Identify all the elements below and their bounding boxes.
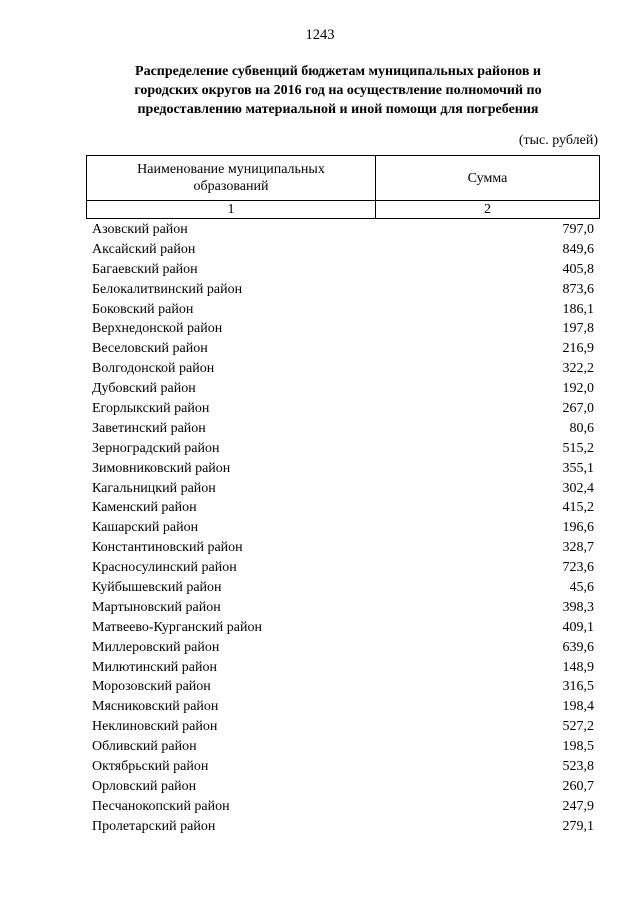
district-amount: 267,0 <box>562 401 594 417</box>
district-name: Красносулинский район <box>92 560 237 576</box>
table-row <box>86 459 600 479</box>
district-amount: 527,2 <box>562 719 594 735</box>
district-name: Мартыновский район <box>92 599 221 615</box>
table-row <box>86 419 600 439</box>
district-name: Верхнедонской район <box>92 321 223 337</box>
district-amount: 45,6 <box>569 580 594 596</box>
table-row <box>86 618 600 638</box>
district-name: Милютинский район <box>92 659 218 675</box>
district-name: Дубовский район <box>92 381 196 397</box>
page-number: 1243 <box>305 27 335 43</box>
district-name: Октябрьский район <box>92 759 209 775</box>
column-header-sum: Сумма <box>376 156 600 201</box>
document-title <box>84 62 592 119</box>
table-row <box>86 479 600 499</box>
district-amount: 523,8 <box>562 759 594 775</box>
district-name: Куйбышевский район <box>92 580 222 596</box>
district-amount: 148,9 <box>562 659 594 675</box>
table-row <box>86 240 600 260</box>
table-row <box>86 359 600 379</box>
district-amount: 316,5 <box>562 679 594 695</box>
title-line: предоставлению материальной и иной помощи для погребения <box>137 102 539 117</box>
district-amount: 328,7 <box>562 540 594 556</box>
table-row <box>86 757 600 777</box>
table-row <box>86 339 600 359</box>
district-amount: 198,5 <box>562 739 594 755</box>
table-row <box>86 797 600 817</box>
district-name: Мясниковский район <box>92 699 219 715</box>
table-row <box>86 439 600 459</box>
district-amount: 639,6 <box>562 639 594 655</box>
district-name: Багаевский район <box>92 261 198 277</box>
table-row <box>86 300 600 320</box>
title-line: Распределение субвенций бюджетам муниципальных районов и <box>135 64 541 79</box>
table-row <box>86 658 600 678</box>
district-amount: 196,6 <box>562 520 594 536</box>
district-name: Константиновский район <box>92 540 243 556</box>
district-amount: 216,9 <box>562 341 594 357</box>
table-row <box>86 379 600 399</box>
district-amount: 247,9 <box>562 798 594 814</box>
column-number-2: 2 <box>376 201 600 219</box>
district-amount: 355,1 <box>562 460 594 476</box>
district-name: Матвеево-Курганский район <box>92 619 262 635</box>
column-number-1: 1 <box>87 201 376 219</box>
units-note: (тыс. рублей) <box>518 133 598 148</box>
district-name: Орловский район <box>92 778 197 794</box>
district-amount: 515,2 <box>562 440 594 456</box>
table-row <box>86 558 600 578</box>
district-amount: 398,3 <box>562 599 594 615</box>
district-name: Песчанокопский район <box>92 798 230 814</box>
district-amount: 186,1 <box>562 301 594 317</box>
table-body <box>86 220 600 837</box>
title-line: городских округов на 2016 год на осуществление полномочий по <box>134 83 542 98</box>
district-amount: 302,4 <box>562 480 594 496</box>
district-name: Боковский район <box>92 301 194 317</box>
district-name: Азовский район <box>92 222 188 237</box>
table-row <box>86 319 600 339</box>
district-name: Аксайский район <box>92 241 196 257</box>
district-amount: 415,2 <box>562 500 594 516</box>
table-row <box>86 598 600 618</box>
column-header-name <box>87 156 376 201</box>
table-row <box>86 697 600 717</box>
table-row <box>86 518 600 538</box>
district-name: Зимовниковский район <box>92 460 231 476</box>
district-amount: 322,2 <box>562 361 594 377</box>
district-amount: 797,0 <box>562 222 594 237</box>
district-amount: 260,7 <box>562 778 594 794</box>
district-name: Белокалитвинский район <box>92 281 243 297</box>
district-name: Обливский район <box>92 739 197 755</box>
district-amount: 849,6 <box>562 241 594 257</box>
header-name-line: Наименование муниципальных <box>137 162 325 177</box>
table-header <box>86 155 600 219</box>
district-name: Кагальницкий район <box>92 480 216 496</box>
district-name: Неклиновский район <box>92 719 218 735</box>
district-amount: 723,6 <box>562 560 594 576</box>
table-row <box>86 638 600 658</box>
district-amount: 409,1 <box>562 619 594 635</box>
district-name: Зерноградский район <box>92 440 220 456</box>
district-amount: 405,8 <box>562 261 594 277</box>
table-row <box>86 578 600 598</box>
district-amount: 80,6 <box>569 420 594 436</box>
table-row <box>86 538 600 558</box>
district-amount: 279,1 <box>562 818 594 834</box>
table-row <box>86 717 600 737</box>
district-name: Миллеровский район <box>92 639 220 655</box>
table-row <box>86 677 600 697</box>
district-name: Заветинский район <box>92 420 206 436</box>
district-name: Егорлыкский район <box>92 401 210 417</box>
district-amount: 192,0 <box>562 381 594 397</box>
district-name: Волгодонской район <box>92 361 215 377</box>
header-name-line: образований <box>193 179 269 194</box>
district-amount: 873,6 <box>562 281 594 297</box>
table-row <box>86 777 600 797</box>
table-row <box>86 399 600 419</box>
district-amount: 197,8 <box>562 321 594 337</box>
district-name: Каменский район <box>92 500 197 516</box>
district-name: Пролетарский район <box>92 818 216 834</box>
district-amount: 198,4 <box>562 699 594 715</box>
district-name: Кашарский район <box>92 520 199 536</box>
table-row <box>86 280 600 300</box>
district-name: Веселовский район <box>92 341 208 357</box>
table-row <box>86 260 600 280</box>
table-row <box>86 220 600 240</box>
table-row <box>86 817 600 837</box>
table-row <box>86 737 600 757</box>
district-name: Морозовский район <box>92 679 211 695</box>
table-row <box>86 498 600 518</box>
